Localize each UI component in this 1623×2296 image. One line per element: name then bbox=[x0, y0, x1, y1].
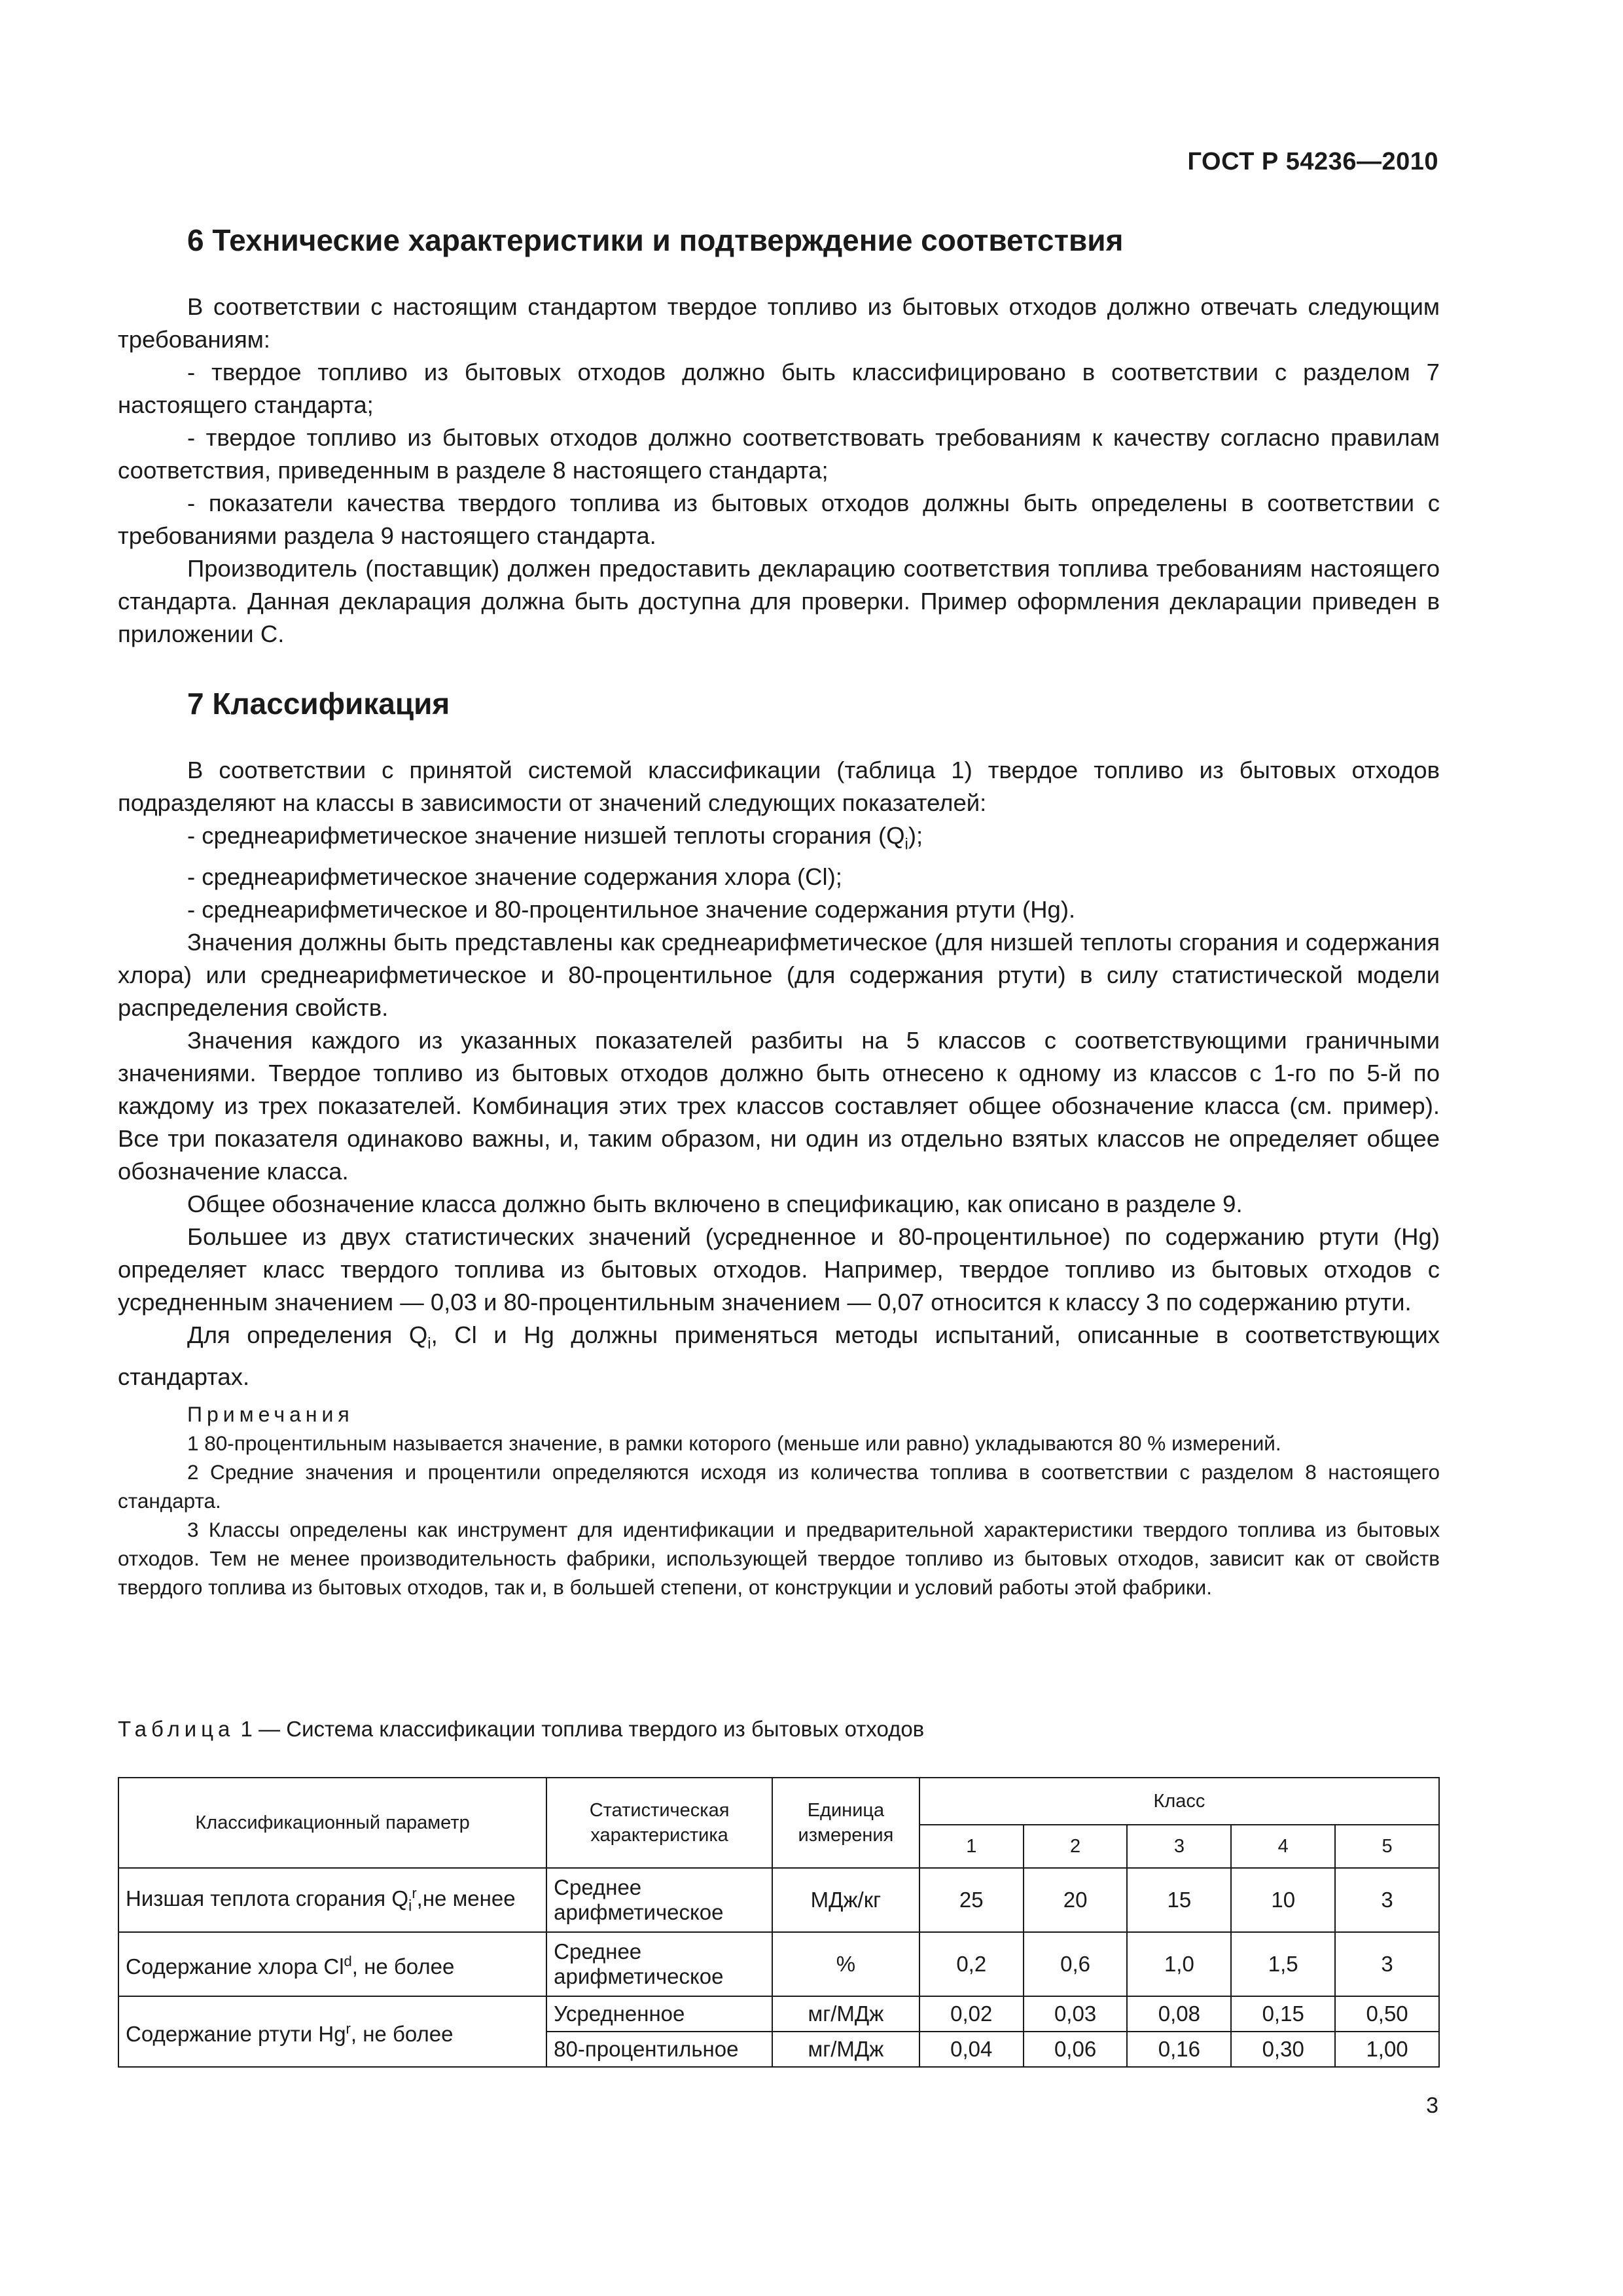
header-class-4: 4 bbox=[1231, 1825, 1335, 1868]
header-unit: Единица измерения bbox=[772, 1778, 919, 1868]
note-item: 1 80-процентильным называется значение, в рамки которого (меньше или равно) укладываются 80 % измерений. bbox=[187, 1431, 1281, 1455]
row-unit: МДж/кг bbox=[772, 1868, 919, 1932]
row-value: 25 bbox=[919, 1868, 1024, 1932]
row-value: 0,2 bbox=[919, 1932, 1024, 1996]
row-stat: Среднее арифметическое bbox=[546, 1868, 772, 1932]
paragraph: Большее из двух статистических значений (усредненное и 80-процентильное) по содержанию ртути (Hg) определяет класс твердого топлива из бытовых отходов. Например, твердое топливо из бытовых отходов с усредненным значением — 0,03 и 80-процентильным значением — 0,07 относится к классу 3 по содержанию ртути. bbox=[118, 1223, 1440, 1316]
header-param: Классификационный параметр bbox=[118, 1778, 546, 1868]
row-value: 0,50 bbox=[1335, 1996, 1439, 2032]
section-7 bbox=[118, 686, 1440, 1602]
section-7-title: 7 Классификация bbox=[187, 687, 450, 721]
row-value: 0,6 bbox=[1024, 1932, 1128, 1996]
row-value: 1,5 bbox=[1231, 1932, 1335, 1996]
row-param: Содержание хлора Cl$^d$, не более bbox=[118, 1932, 546, 1996]
row-stat: Усредненное bbox=[546, 1996, 772, 2032]
section-6-declaration: Производитель (поставщик) должен предоставить декларацию соответствия топлива требованиям настоящего стандарта. Данная декларация должна быть доступна для проверки. Пример оформления декларации приведен в приложении С. bbox=[118, 555, 1440, 647]
row-value: 0,06 bbox=[1024, 2032, 1128, 2067]
header-class: Класс bbox=[919, 1778, 1439, 1825]
header-class-3: 3 bbox=[1127, 1825, 1231, 1868]
row-value: 15 bbox=[1127, 1868, 1231, 1932]
section-6 bbox=[118, 223, 1440, 651]
header-stat: Статистическая характеристика bbox=[546, 1778, 772, 1868]
page-number: 3 bbox=[1426, 2093, 1438, 2118]
row-value: 1,0 bbox=[1127, 1932, 1231, 1996]
row-value: 0,04 bbox=[919, 2032, 1024, 2067]
row-value: 3 bbox=[1335, 1868, 1439, 1932]
row-value: 10 bbox=[1231, 1868, 1335, 1932]
table-row bbox=[118, 1932, 1439, 1996]
row-value: 0,15 bbox=[1231, 1996, 1335, 2032]
list-item: - показатели качества твердого топлива из бытовых отходов должны быть определены в соответствии с требованиями раздела 9 настоящего стандарта. bbox=[118, 490, 1440, 549]
list-item: - среднеарифметическое значение содержания хлора (Cl); bbox=[187, 863, 842, 891]
paragraph: Значения должны быть представлены как среднеарифметическое (для низшей теплоты сгорания и содержания хлора) или среднеарифметическое и 80-процентильное (для содержания ртути) в силу статистической модели распределения свойств. bbox=[118, 929, 1440, 1022]
row-unit: % bbox=[772, 1932, 919, 1996]
table-caption: Таблица 1 — Система классификации топлива твердого из бытовых отходов bbox=[118, 1717, 925, 1741]
row-value: 3 bbox=[1335, 1932, 1439, 1996]
header-class-2: 2 bbox=[1024, 1825, 1128, 1868]
row-unit: мг/МДж bbox=[772, 1996, 919, 2032]
section-6-intro: В соответствии с настоящим стандартом твердое топливо из бытовых отходов должно отвечать следующим требованиям: bbox=[118, 293, 1440, 353]
header-class-1: 1 bbox=[919, 1825, 1024, 1868]
table-row bbox=[118, 1996, 1439, 2032]
header-class-5: 5 bbox=[1335, 1825, 1439, 1868]
notes-heading: Примечания bbox=[187, 1402, 354, 1426]
list-item: - среднеарифметическое значение низшей теплоты сгорания $(Q_i)$; bbox=[187, 822, 923, 853]
row-param: Низшая теплота сгорания $Q_i^r,не$ менее bbox=[118, 1868, 546, 1932]
row-value: 0,30 bbox=[1231, 2032, 1335, 2067]
paragraph: Общее обозначение класса должно быть включено в спецификацию, как описано в разделе 9. bbox=[187, 1191, 1243, 1218]
row-value: 20 bbox=[1024, 1868, 1128, 1932]
table-row bbox=[118, 1868, 1439, 1932]
paragraph: Значения каждого из указанных показателей разбиты на 5 классов с соответствующими граничными значениями. Твердое топливо из бытовых отходов должно быть отнесено к одному из классов с 1-го по 5-й по каждому из трех показателей. Комбинация этих трех классов составляет общее обозначение класса (см. пример). Все три показателя одинаково важны, и, таким образом, ни один из отдельно взятых классов не определяет общее обозначение класса. bbox=[118, 1027, 1440, 1185]
row-unit: мг/МДж bbox=[772, 2032, 919, 2067]
row-value: 0,16 bbox=[1127, 2032, 1231, 2067]
row-value: 1,00 bbox=[1335, 2032, 1439, 2067]
note-item: 2 Средние значения и процентили определяются исходя из количества топлива в соответствии с разделом 8 настоящего стандарта. bbox=[118, 1460, 1440, 1513]
row-stat: Среднее арифметическое bbox=[546, 1932, 772, 1996]
row-value: 0,02 bbox=[919, 1996, 1024, 2032]
section-6-title: 6 Технические характеристики и подтверждение соответствия bbox=[187, 223, 1124, 257]
row-stat: 80-процентильное bbox=[546, 2032, 772, 2067]
document-id: ГОСТ Р 54236—2010 bbox=[1187, 148, 1438, 175]
section-7-intro: В соответствии с принятой системой классификации (таблица 1) твердое топливо из бытовых отходов подразделяют на классы в зависимости от значений следующих показателей: bbox=[118, 757, 1440, 816]
row-value: 0,03 bbox=[1024, 1996, 1128, 2032]
note-item: 3 Классы определены как инструмент для идентификации и предварительной характеристики твердого топлива из бытовых отходов. Тем не менее производительность фабрики, использующей твердое топливо из бытовых отходов, зависит как от свойств твердого топлива из бытовых отходов, так и, в большей степени, от конструкции и условий работы этой фабрики. bbox=[118, 1517, 1440, 1599]
list-item: - твердое топливо из бытовых отходов должно быть классифицировано в соответствии с разделом 7 настоящего стандарта; bbox=[118, 359, 1440, 418]
row-param: Содержание ртути Hg$^r$, не более bbox=[118, 1996, 546, 2067]
row-value: 0,08 bbox=[1127, 1996, 1231, 2032]
classification-table bbox=[118, 1777, 1440, 2068]
list-item: - среднеарифметическое и 80-процентильное значение содержания ртути (Hg). bbox=[187, 896, 1076, 924]
list-item: - твердое топливо из бытовых отходов должно соответствовать требованиям к качеству согласно правилам соответствия, приведенным в разделе 8 настоящего стандарта; bbox=[118, 424, 1440, 484]
paragraph: Для определения $Q_i$, Cl и Hg должны применяться методы испытаний, описанные в соответствующих стандартах. bbox=[118, 1321, 1440, 1390]
